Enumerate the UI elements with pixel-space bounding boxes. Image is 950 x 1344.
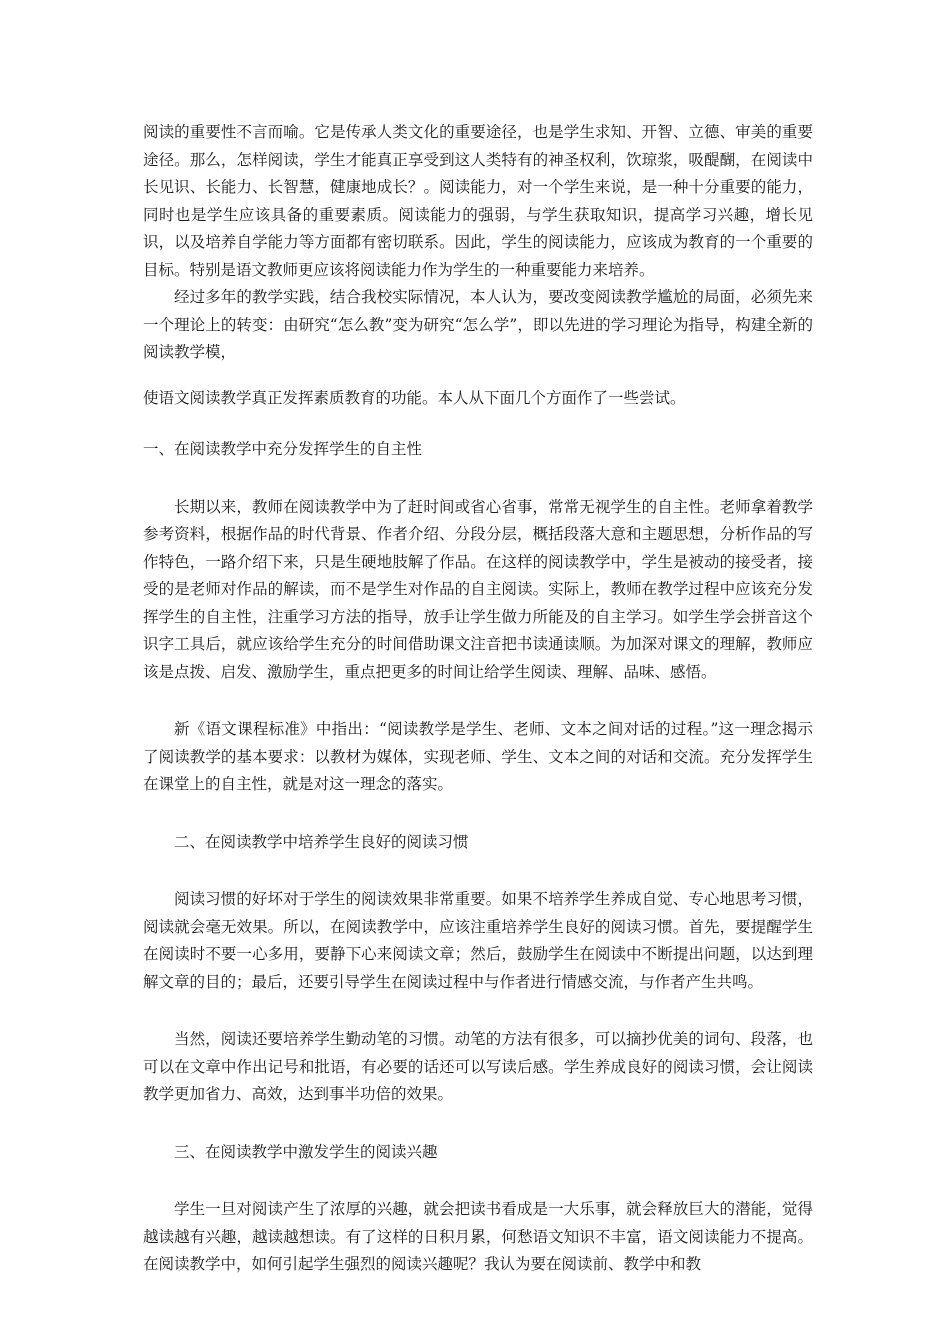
paragraph-curriculum-standard: 新《语文课程标准》中指出：“阅读教学是学生、老师、文本之间对话的过程。”这一理念揭示了阅读教学的基本要求：以教材为媒体，实现老师、学生、文本之间的对话和交流。充分发挥学生在课堂上的自主性，就是对这一理念的落实。 bbox=[143, 720, 813, 793]
document-body bbox=[143, 119, 813, 1279]
section-heading-3: 三、在阅读教学中激发学生的阅读兴趣 bbox=[174, 1142, 438, 1161]
paragraph-habits: 阅读习惯的好坏对于学生的阅读效果非常重要。如果不培养学生养成自觉、专心地思考习惯，阅读就会毫无效果。所以，在阅读教学中，应该注重培养学生良好的阅读习惯。首先，要提醒学生在阅读时不要一心多用，要静下心来阅读文章；然后，鼓励学生在阅读中不断提出问题，以达到理解文章的目的；最后，还要引导学生在阅读过程中与作者进行情感交流，与作者产生共鸣。 bbox=[143, 890, 813, 991]
paragraph-attempts: 使语文阅读教学真正发挥素质教育的功能。本人从下面几个方面作了一些尝试。 bbox=[143, 388, 686, 407]
paragraph-interest: 学生一旦对阅读产生了浓厚的兴趣，就会把读书看成是一大乐事，就会释放巨大的潜能，觉得越读越有兴趣，越读越想读。有了这样的日积月累，何愁语文知识不丰富，语文阅读能力不提高。在阅读教学中，如何引起学生强烈的阅读兴趣呢？我认为要在阅读前、教学中和教 bbox=[143, 1200, 813, 1273]
section-heading-2: 二、在阅读教学中培养学生良好的阅读习惯 bbox=[174, 832, 469, 851]
paragraph-theory: 经过多年的教学实践，结合我校实际情况，本人认为，要改变阅读教学尴尬的局面，必须先来一个理论上的转变：由研究“怎么教”变为研究“怎么学”，即以先进的学习理论为指导，构建全新的阅读教学模， bbox=[143, 288, 813, 361]
paragraph-autonomy: 长期以来，教师在阅读教学中为了赶时间或省心省事，常常无视学生的自主性。老师拿着教学参考资料，根据作品的时代背景、作者介绍、分段分层，概括段落大意和主题思想，分析作品的写作特色，一路介绍下来，只是生硬地肢解了作品。在这样的阅读教学中，学生是被动的接受者，接受的是老师对作品的解读，而不是学生对作品的自主阅读。实际上，教师在教学过程中应该充分发挥学生的自主性，注重学习方法的指导，放手让学生做力所能及的自主学习。如学生学会拼音这个识字工具后，就应该给学生充分的时间借助课文注音把书读通读顺。为加深对课文的理解，教师应该是点拨、启发、激励学生，重点把更多的时间让给学生阅读、理解、品味、感悟。 bbox=[143, 497, 813, 681]
section-heading-1: 一、在阅读教学中充分发挥学生的自主性 bbox=[143, 440, 423, 458]
paragraph-writing-habit: 当然，阅读还要培养学生勤动笔的习惯。动笔的方法有很多，可以摘抄优美的词句、段落，也可以在文章中作出记号和批语，有必要的话还可以写读后感。学生养成良好的阅读习惯，会让阅读教学更加省力、高效，达到事半功倍的效果。 bbox=[143, 1030, 813, 1103]
paragraph-intro: 阅读的重要性不言而喻。它是传承人类文化的重要途径，也是学生求知、开智、立德、审美的重要途径。那么，怎样阅读，学生才能真正享受到这人类特有的神圣权利，饮琼浆，吸醍醐，在阅读中长见识、长能力、长智慧，健康地成长？。阅读能力，对一个学生来说，是一种十分重要的能力，同时也是学生应该具备的重要素质。阅读能力的强弱，与学生获取知识，提高学习兴趣，增长见识，以及培养自学能力等方面都有密切联系。因此，学生的阅读能力，应该成为教育的一个重要的目标。特别是语文教师更应该将阅读能力作为学生的一种重要能力来培养。 bbox=[143, 123, 813, 279]
